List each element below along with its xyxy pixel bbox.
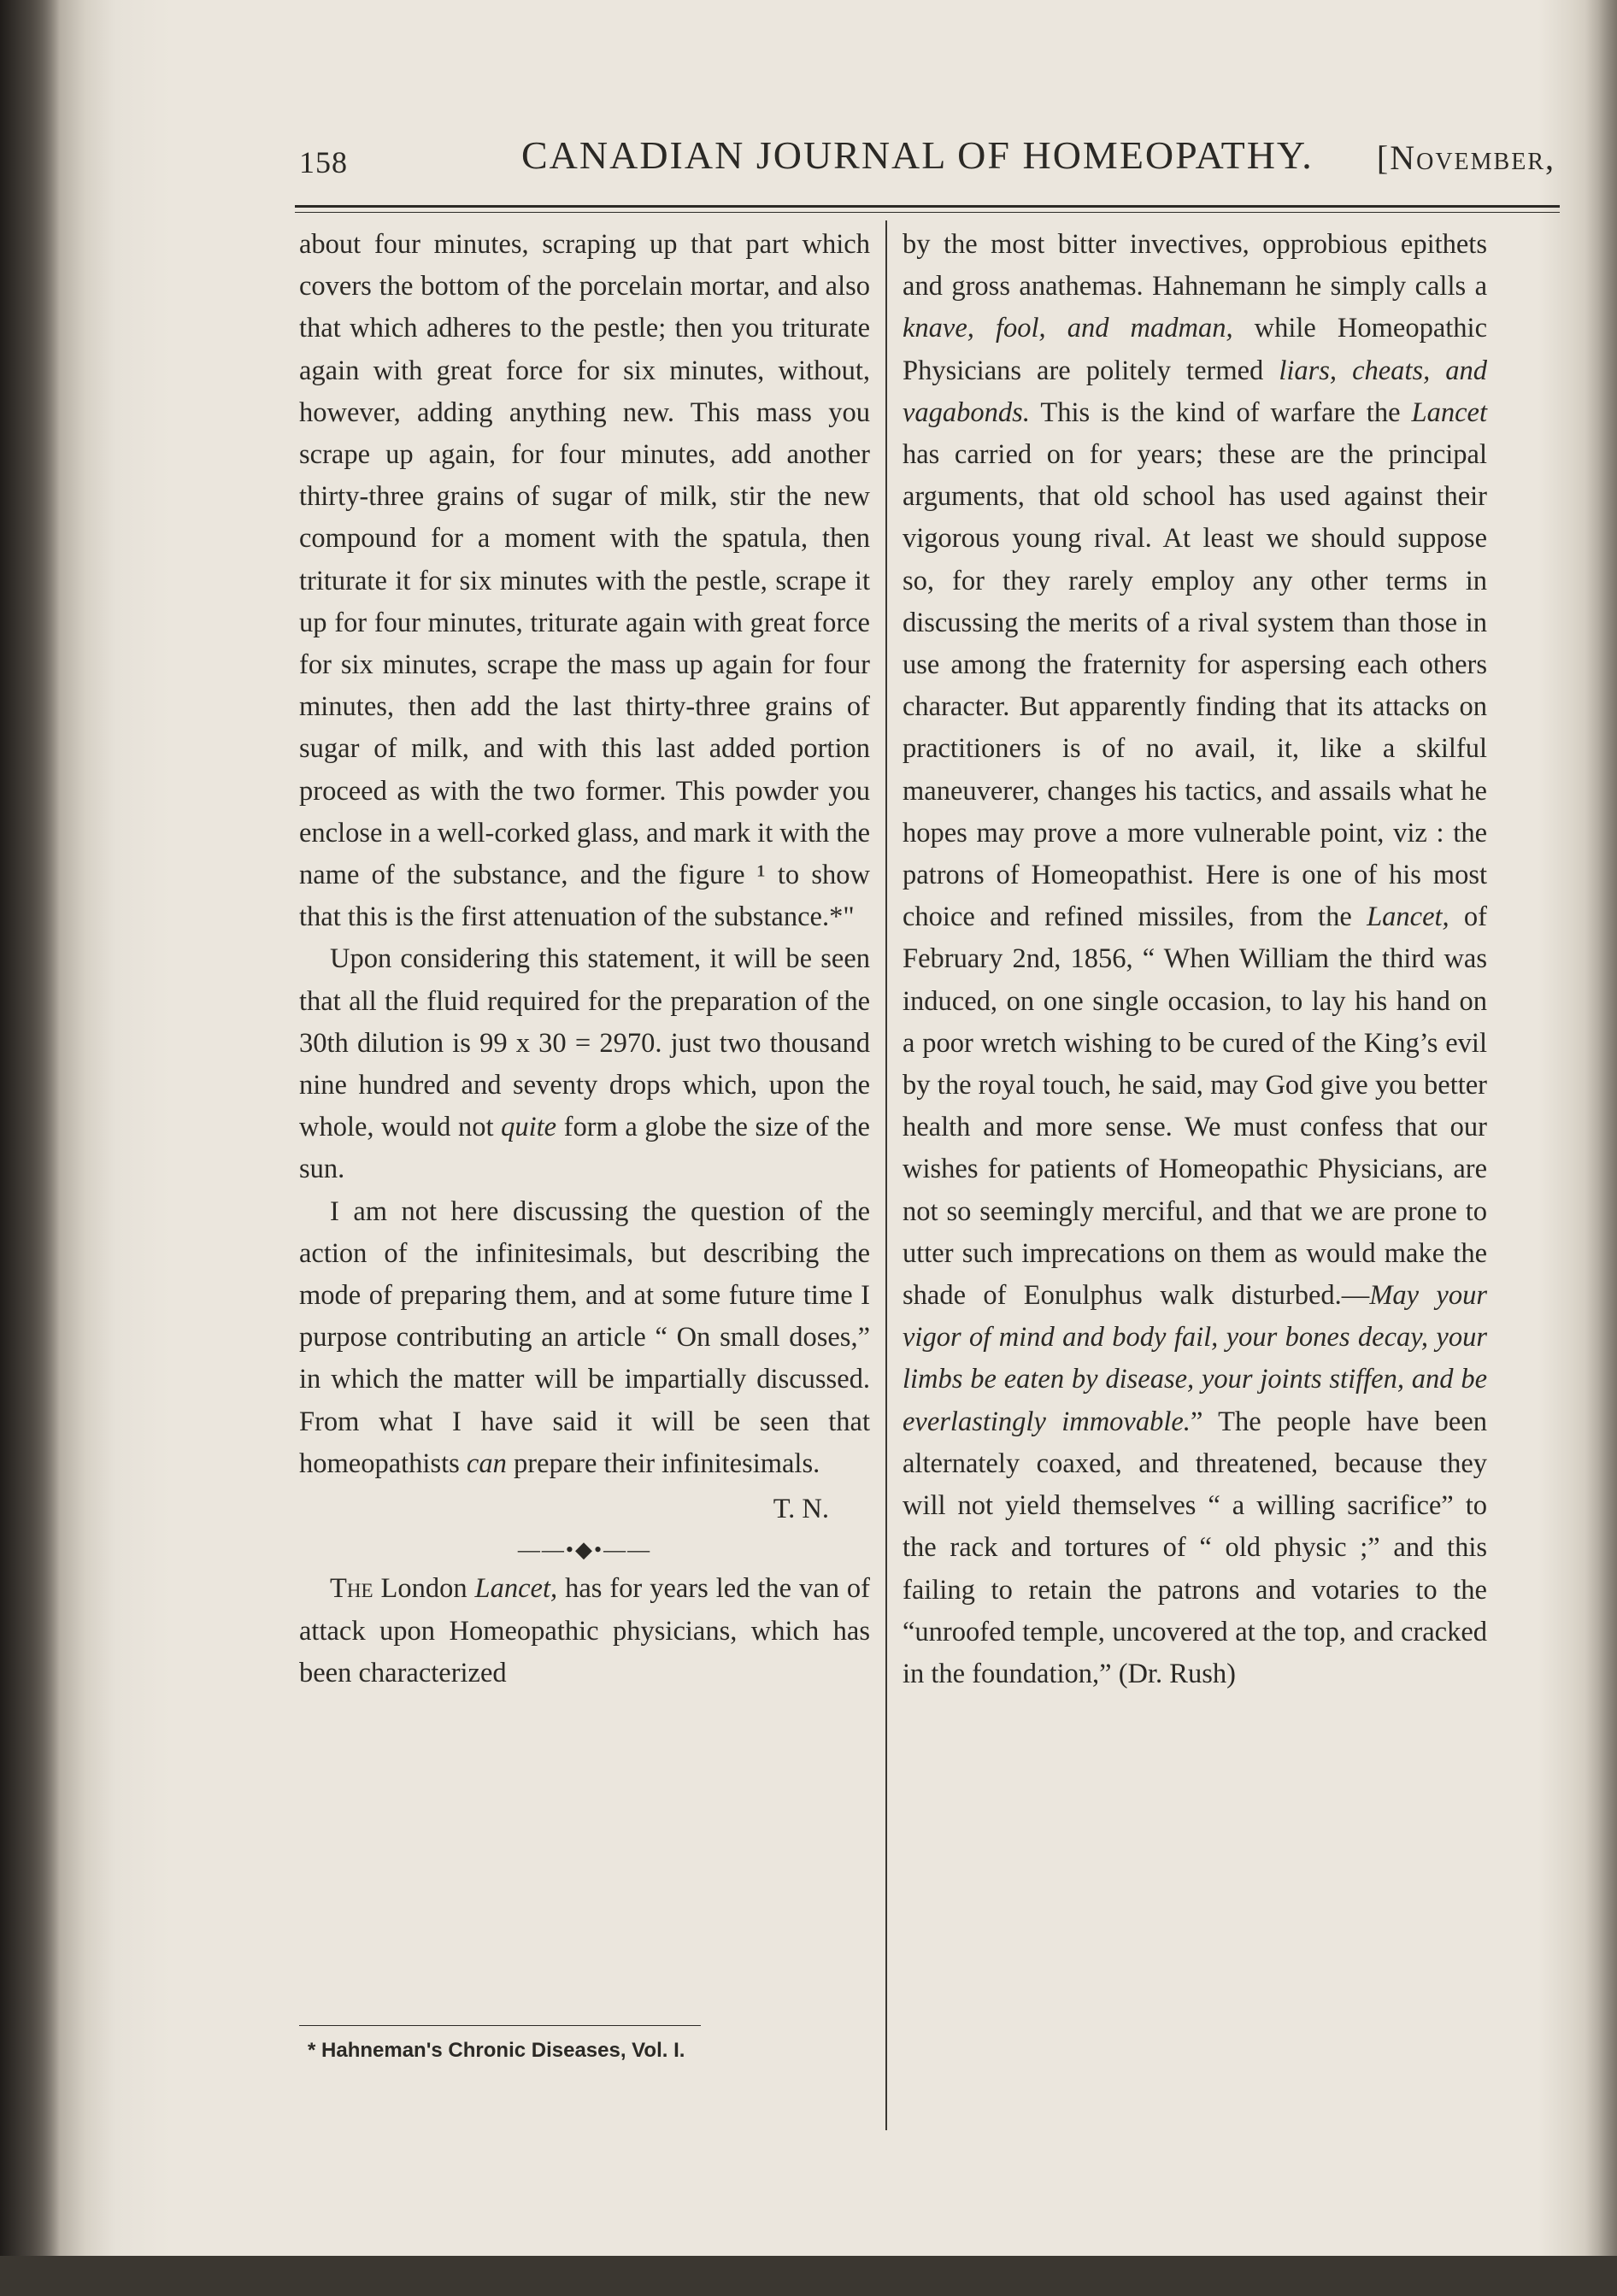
header-rule (295, 205, 1560, 208)
footnote-rule (299, 2025, 701, 2026)
paragraph-infinitesimals: I am not here discussing the question of the action of the infinitesimals, but describing the mode of preparing them, and at some future time I purpose contributing an article “ On small doses,” in which the matter will be impartially discussed. From what I have said it will be seen that homeopathists can prepare their infinitesimals. (299, 1195, 870, 1479)
page-number: 158 (299, 145, 348, 179)
paragraph-lancet-continued: by the most bitter invectives, opprobious epithets and gross anathemas. Hahnemann he simply calls a knave, fool, and madman, while Homeopathic Physicians are politely termed liars, cheats, and vagabonds. This is the kind of warfare the Lancet has carried on for years; these are the principal arguments, that old school has used against their vigorous young rival. At least we should suppose so, for they rarely employ any other terms in discussing the merits of a rival system than those in use among the fraternity for aspersing each others character. But apparently finding that its attacks on practitioners is of no avail, it, like a skilful maneuverer, changes his tactics, and assails what he hopes may prove a more vulnerable point, viz : the patrons of Homeopathist. Here is one of his most choice and refined missiles, from the Lancet, of February 2nd, 1856, “ When William the third was induced, on one single occasion, to lay his hand on a poor wretch wishing to be cured of the King’s evil by the royal touch, he said, may God give you better health and more sense. We must confess that our wishes for patients of Homeopathic Physicians, are not so seemingly merciful, and that we are prone to utter such imprecations on them as would make the shade of Eonulphus walk disturbed.—May your vigor of mind and body fail, your bones decay, your limbs be eaten by disease, your joints stiffen, and be everlastingly immovable.” The people have been alternately coaxed, and threatened, because they will not yield themselves “ a willing sacrifice” to the rack and tortures of “ old physic ;” and this failing to retain the patrons and votaries to the “unroofed temple, uncovered at the top, and cracked in the foundation,” (Dr. Rush) (903, 229, 1488, 1689)
column-divider (885, 220, 887, 2130)
running-head (299, 132, 1555, 192)
header-rule-thin (295, 212, 1560, 213)
paragraph-dilution: Upon considering this statement, it will be seen that all the fluid required for the preparation of the 30th dilution is 99 x 30 = 2970. just two thousand nine hundred and seventy drops which, upon the whole, would not quite form a globe the size of the sun. (299, 943, 870, 1185)
right-column (903, 224, 1487, 1695)
page-bottom-edge (0, 2256, 1617, 2296)
paragraph-lancet: The London Lancet, has for years led the van of attack upon Homeopathic physicians, which has been characterized (299, 1573, 870, 1688)
footnote: * Hahneman's Chronic Diseases, Vol. I. (308, 2039, 685, 2062)
book-spine-shadow (0, 0, 60, 2296)
page-right-edge-shadow (1585, 0, 1617, 2296)
paragraph-trituration: about four minutes, scraping up that part which covers the bottom of the porcelain mortar, and also that which adheres to the pestle; then you triturate again with great force for six minutes, without, however, adding anything new. This mass you scrape up again, for four minutes, add another thirty-three grains of sugar of milk, stir the new compound for a moment with the spatula, then triturate it for six minutes with the pestle, scrape it up for four minutes, triturate again with great force for six minutes, scrape the mass up again for four minutes, then add the last thirty-three grains of sugar of milk, and with this last added portion proceed as with the two former. This powder you enclose in a well-corked glass, and mark it with the name of the substance, and the figure ¹ to show that this is the first attenuation of the substance.*" (299, 229, 870, 933)
journal-page (60, 34, 1573, 2252)
author-signature: T. N. (773, 1494, 829, 1525)
journal-title: CANADIAN JOURNAL OF HOMEOPATHY. (521, 133, 1314, 177)
issue-month: [November, (1376, 138, 1555, 177)
left-column (299, 224, 870, 1694)
section-ornament: ——•◆•—— (517, 1537, 652, 1563)
